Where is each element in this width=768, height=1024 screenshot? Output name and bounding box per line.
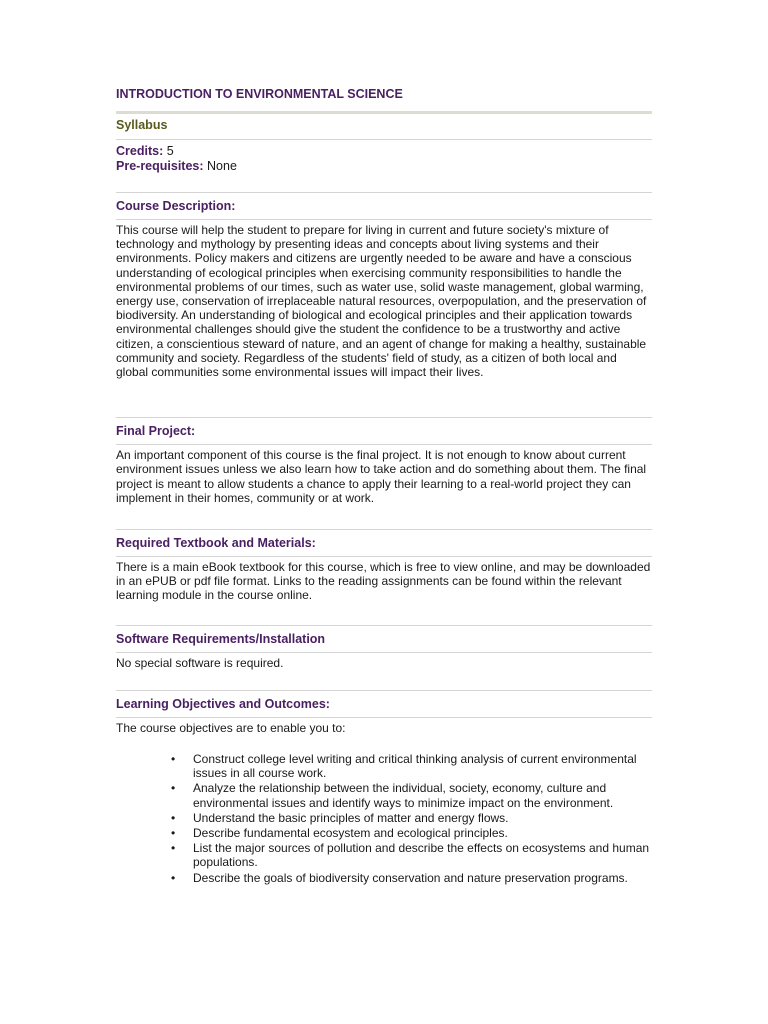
objective-text: List the major sources of pollution and describe the effects on ecosystems and human populations.	[193, 841, 650, 870]
list-item	[116, 871, 652, 885]
bullet-icon: •	[171, 752, 176, 767]
prerequisites-line	[116, 159, 652, 174]
divider	[116, 444, 652, 445]
title-divider	[116, 111, 652, 114]
objective-text: Describe fundamental ecosystem and ecological principles.	[193, 826, 508, 841]
course-description-heading: Course Description:	[116, 199, 236, 213]
course-description-text: This course will help the student to prepare for living in current and future society's mixture of technology and mythology by presenting ideas and concepts about living systems and their environments. Policy makers and citizens are urgently needed to be aware and have a conscious understanding of ecological principles when exercising community responsibilities to handle the environmental problems of our times, such as water use, solid waste management, global warming, energy use, conservation of irreplaceable natural resources, overpopulation, and the preservation of biodiversity. An understanding of biological and ecological principles and their application towards environmental challenges should give the student the confidence to be a trustworthy and active citizen, a conscientious steward of nature, and an agent of change for making a healthy, sustainable community and society. Regardless of the students' field of study, as a citizen of both local and global communities some environmental issues will impact their lives.	[116, 223, 647, 380]
prerequisites-label: Pre-requisites:	[116, 159, 204, 173]
course-meta	[116, 144, 652, 174]
objectives-list	[116, 752, 652, 885]
final-project-text: An important component of this course is the final project. It is not enough to know about current environment issues unless we also learn how to take action and do something about them. The final project is meant to allow students a chance to apply their learning to a real-world project they can implement in their homes, community or at work.	[116, 448, 647, 505]
bullet-icon: •	[171, 810, 176, 825]
list-item	[116, 781, 652, 809]
bullet-icon: •	[171, 781, 176, 796]
software-text: No special software is required.	[116, 655, 284, 670]
objective-text: Understand the basic principles of matter and energy flows.	[193, 810, 509, 825]
list-item	[116, 826, 652, 840]
divider	[116, 717, 652, 718]
credits-value: 5	[166, 144, 174, 158]
final-project-heading: Final Project:	[116, 424, 196, 439]
list-item	[116, 811, 652, 825]
list-item	[116, 841, 652, 869]
list-item	[116, 752, 652, 780]
objectives-heading: Learning Objectives and Outcomes:	[116, 696, 330, 711]
objective-text: Construct college level writing and critical thinking analysis of current environmental issues in all course work.	[193, 752, 637, 781]
document-title: INTRODUCTION TO ENVIRONMENTAL SCIENCE	[116, 87, 403, 101]
bullet-icon: •	[171, 841, 176, 856]
divider	[116, 652, 652, 653]
objective-text: Describe the goals of biodiversity conservation and nature preservation programs.	[193, 870, 628, 885]
divider	[116, 529, 652, 530]
divider	[116, 139, 652, 140]
divider	[116, 417, 652, 418]
prerequisites-value: None	[207, 159, 237, 173]
divider	[116, 219, 652, 220]
divider	[116, 690, 652, 691]
divider	[116, 556, 652, 557]
divider	[116, 192, 652, 193]
objective-text: Analyze the relationship between the individual, society, economy, culture and environmental issues and identify ways to minimize impact on the environment.	[193, 781, 614, 810]
software-heading: Software Requirements/Installation	[116, 631, 326, 646]
document-subtitle: Syllabus	[116, 118, 168, 132]
credits-label: Credits:	[116, 144, 164, 158]
textbook-heading: Required Textbook and Materials:	[116, 536, 316, 551]
document-body	[116, 86, 652, 886]
bullet-icon: •	[171, 870, 176, 885]
divider	[116, 625, 652, 626]
bullet-icon: •	[171, 826, 176, 841]
objectives-intro: The course objectives are to enable you to:	[116, 720, 346, 735]
textbook-text: There is a main eBook textbook for this course, which is free to view online, and may be downloaded in an ePUB or pdf file format. Links to the reading assignments can be found within the relevant learning module in the course online.	[116, 560, 651, 603]
credits-line	[116, 144, 652, 159]
